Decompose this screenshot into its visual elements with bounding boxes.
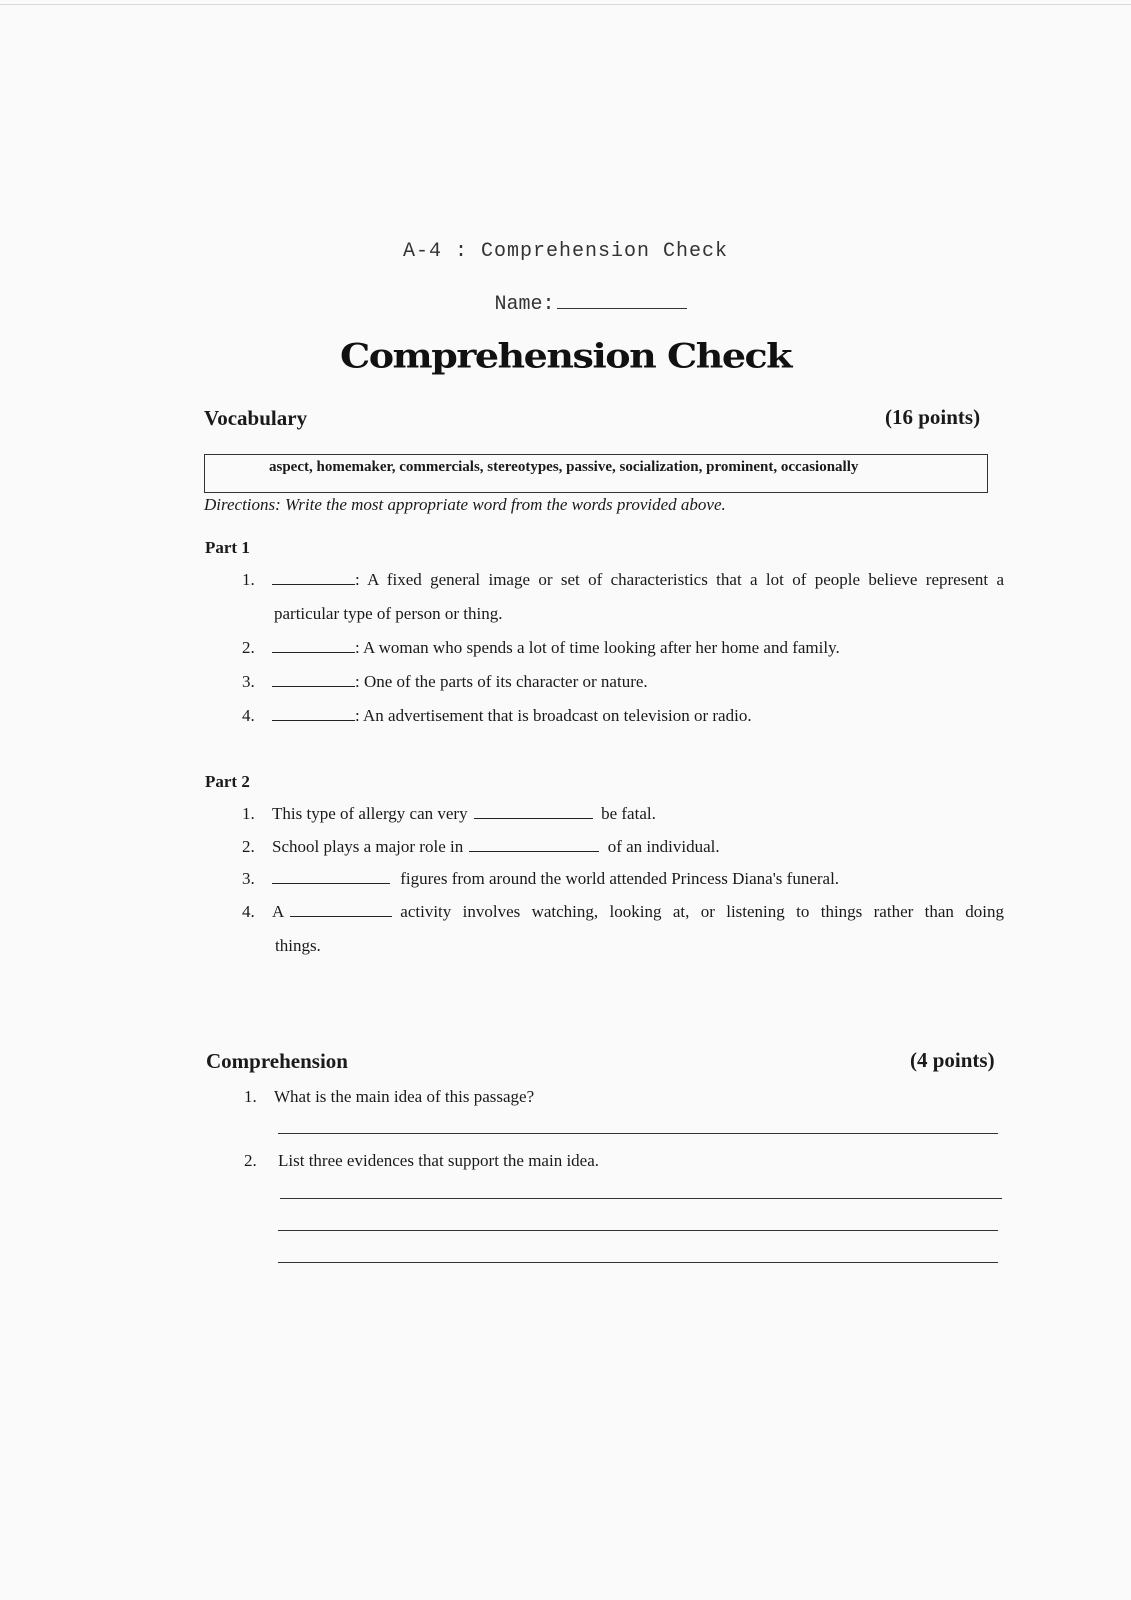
sentence-start: School plays a major role in	[272, 837, 464, 856]
question-1: What is the main idea of this passage?	[274, 1087, 535, 1106]
part1-num: 2.	[242, 638, 255, 657]
part1-item-2	[272, 638, 840, 658]
part2-num: 4.	[242, 902, 255, 921]
word-bank-box	[204, 454, 988, 493]
question-num: 1.	[244, 1087, 257, 1106]
part2-num: 1.	[242, 804, 255, 823]
part1-item-4	[272, 706, 752, 726]
vocabulary-heading: Vocabulary	[204, 406, 308, 430]
answer-blank[interactable]	[290, 902, 392, 917]
part1-item-1	[272, 570, 1004, 590]
answer-blank[interactable]	[272, 706, 355, 721]
answer-blank[interactable]	[469, 837, 599, 852]
definition-text: : A woman who spends a lot of time looking after her home and family.	[355, 638, 840, 657]
page-header	[0, 240, 1131, 263]
part2-item-4	[272, 902, 1004, 922]
part1-num: 4.	[242, 706, 255, 725]
sentence-end: figures from around the world attended Princess Diana's funeral.	[400, 869, 840, 888]
definition-text: : One of the parts of its character or nature.	[355, 672, 648, 691]
sentence-cont: things.	[275, 936, 321, 955]
name-label: Name:	[494, 293, 555, 316]
part1-label: Part 1	[205, 538, 250, 557]
part2-num: 3.	[242, 869, 255, 888]
part1-num: 3.	[242, 672, 255, 691]
sentence-start: This type of allergy can very	[272, 804, 468, 823]
vocabulary-points: (16 points)	[885, 405, 981, 429]
name-blank[interactable]	[557, 290, 687, 309]
part2-item-2	[272, 837, 720, 857]
definition-text: : A fixed general image or set of characteristics that a lot of people believe represent a	[355, 570, 1004, 589]
question-2: List three evidences that support the main idea.	[278, 1151, 600, 1170]
part2-item-3	[272, 869, 839, 889]
question-num: 2.	[244, 1151, 257, 1170]
answer-line[interactable]	[278, 1262, 998, 1263]
answer-line[interactable]	[280, 1198, 1002, 1199]
sentence-end: activity involves watching, looking at, or listening to things rather than doing	[400, 902, 1004, 921]
answer-blank[interactable]	[474, 804, 593, 819]
page-title: Comprehension Check	[339, 335, 792, 376]
comprehension-heading: Comprehension	[206, 1049, 348, 1073]
answer-blank[interactable]	[272, 570, 355, 585]
part2-item-1	[272, 804, 656, 824]
comprehension-points: (4 points)	[910, 1048, 995, 1072]
answer-blank[interactable]	[272, 638, 355, 653]
answer-line[interactable]	[278, 1133, 998, 1134]
directions: Directions: Write the most appropriate word from the words provided above.	[204, 495, 726, 514]
header-title: A-4 : Comprehension Check	[402, 240, 729, 263]
definition-cont: particular type of person or thing.	[274, 604, 503, 623]
name-row	[0, 290, 1131, 316]
sentence-end: be fatal.	[601, 804, 656, 823]
answer-line[interactable]	[278, 1230, 998, 1231]
sentence-start: A	[272, 902, 285, 921]
part1-item-3	[272, 672, 648, 692]
definition-text: : An advertisement that is broadcast on television or radio.	[355, 706, 752, 725]
answer-blank[interactable]	[272, 672, 355, 687]
scan-edge	[0, 4, 1131, 5]
part2-num: 2.	[242, 837, 255, 856]
sentence-end: of an individual.	[607, 837, 720, 856]
part1-num: 1.	[242, 570, 255, 589]
answer-blank[interactable]	[272, 869, 390, 884]
part2-label: Part 2	[205, 772, 250, 791]
word-bank: aspect, homemaker, commercials, stereotypes, passive, socialization, prominent, occasionally	[269, 459, 859, 475]
